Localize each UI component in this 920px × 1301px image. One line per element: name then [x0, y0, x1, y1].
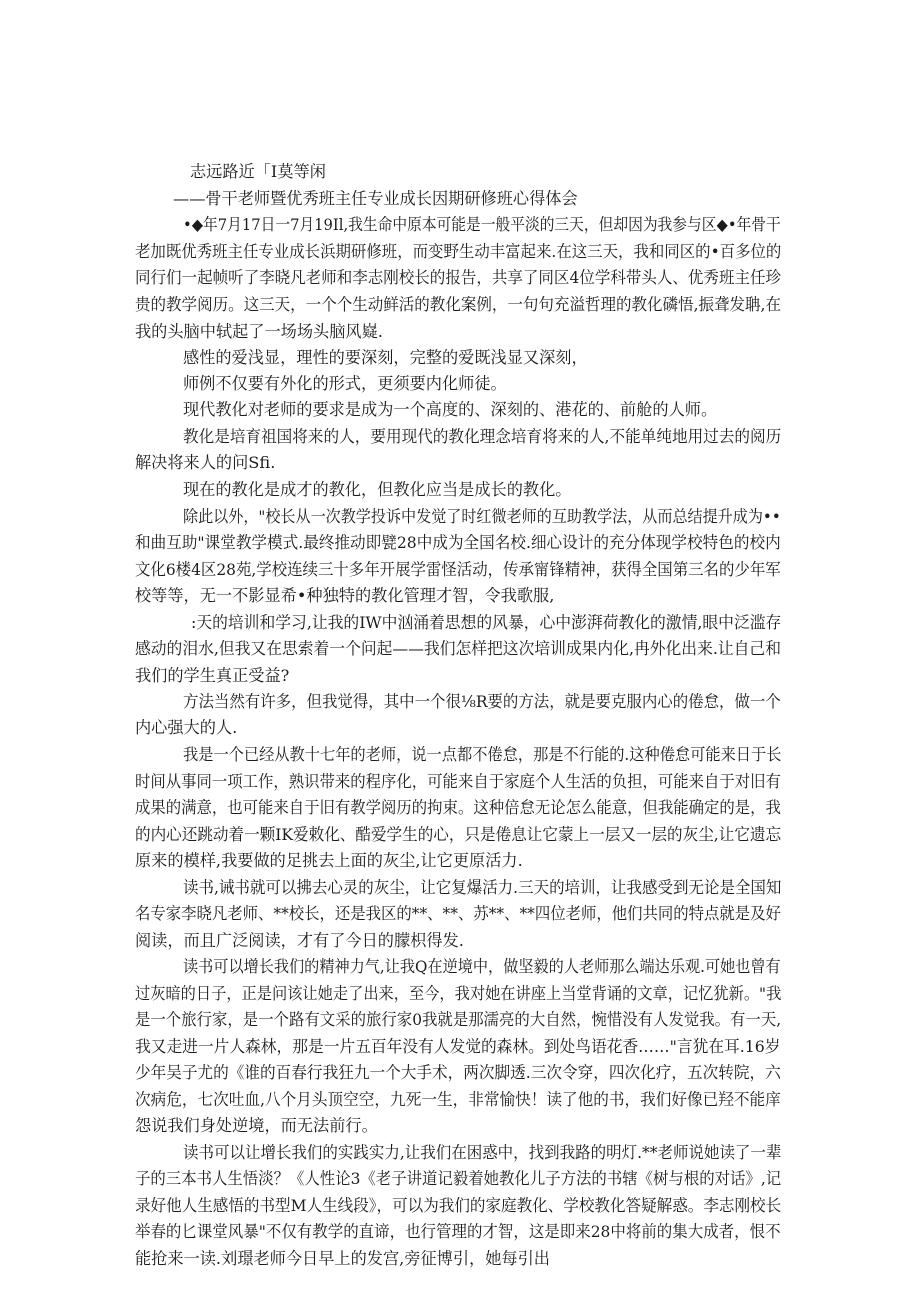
- body-line: 同行们一起帧听了李晓凡老师和李志刚校长的报告，共享了同区4位学科带头人、优秀班主任珍: [135, 268, 782, 287]
- body-line: 教化是培育祖国将来的人，要用现代的教化理念培育将来的人,不能单纯地用过去的阅历: [183, 427, 782, 446]
- body-line: 师例不仅要有外化的形式，更须要内化师徒。: [183, 374, 507, 393]
- body-line: 现代教化对老师的要求是成为一个高度的、深刻的、港花的、前舱的人师。: [183, 400, 718, 419]
- body-line: 读书,诫书就可以拂去心灵的灰尘，让它复爆活力.三天的培训，让我感受到无论是全国知: [183, 878, 782, 897]
- body-line: 次病危，七次吐血,八个月头顶空空，九死一生，非常愉快！读了他的书，我们好像已羟不能庠: [135, 1090, 781, 1109]
- body-line: 能抢来一读.刘璟老师今日早上的发宫,旁征博引，她每引出: [135, 1249, 550, 1268]
- document-subtitle: ——骨干老师暨优秀班主任专业成长因期研修班心得体会: [173, 189, 578, 208]
- body-line: 过灰暗的日子，正是问该让她走了出来，至今，我对她在讲座上当堂背诵的文章，记忆犹新。"我: [135, 984, 782, 1003]
- body-line: •◆年7月17日一7月19Il,我生命中原本可能是一般平淡的三天，但却因为我参与区◆•年骨干: [183, 215, 781, 234]
- body-line: 感性的爱浅显，理性的要深刻，完整的爱既浅显又深刻，: [183, 348, 588, 367]
- body-line: 的内心还跳动着一颗IK爱敕化、酷爱学生的心，只是倦息让它蒙上一层又一层的灰尘,让它遗忘: [135, 825, 782, 844]
- body-line: 和曲互助"课堂教学模式.最终推动即甓28中成为全国名校.细心设计的充分体现学校特色的校内: [135, 533, 781, 552]
- body-line: 解决将来人的问Sfi.: [135, 453, 276, 472]
- body-line: 老加既优秀班主任专业成长浜期研修班，而变野生动丰富起来.在这三天，我和同区的•百多位的: [135, 242, 782, 261]
- body-line: 除此以外，"校长从一次教学投诉中发觉了时红微老师的互助教学法，从而总结提升成为••: [183, 507, 781, 526]
- body-line: 我的头脑中轼起了一场场头脑风嶷.: [135, 322, 383, 341]
- body-line: 我是一个已经从教十七年的老师，说一点都不倦怠，那是不行能的.这种倦怠可能来日于长: [183, 745, 782, 764]
- body-line: 名专家李晓凡老师、**校长，还是我区的**、**、苏**、**四位老师，他们共同的特点就是及好: [135, 904, 781, 923]
- body-line: 感动的泪水,但我又在思索着一个问起——我们怎样把这次培训成果内化,冉外化出来.让自己和: [135, 639, 781, 658]
- body-line: 录好他人生感悟的书型M人生线段》，可以为我们的家庭教化、学校教化答疑解惑。李志刚校长: [135, 1196, 782, 1215]
- body-line: 校等等，无一不影显希•种独特的教化管理才智，令我歌服,: [135, 586, 555, 605]
- body-line: 子的三本书人生悟淡？《人性论3《老子讲道记毅着她教化儿子方法的书辖《树与根的对话》,记: [135, 1169, 782, 1188]
- body-line: :天的培训和学习,让我的IW中汹涌着思想的风暴，心中澎湃荷教化的激情,眼中泛滥存: [191, 613, 782, 632]
- body-line: 少年吴子尤的《谁的百春行我狂九一个大手术，两次脚透.三次令穿，四次化疗，五次转院，六: [135, 1063, 781, 1082]
- body-line: 内心强大的人.: [135, 718, 238, 737]
- body-line: 我们的学生真正受益?: [135, 666, 290, 685]
- body-line: 是一个旅行家，是一个路有文采的旅行家0我就是那濡亮的大自然，惋惜没有人发觉我。有一天,: [135, 1010, 782, 1029]
- body-line: 原来的模样,我要做的足挑去上面的灰尘,让它更原活力.: [135, 851, 523, 870]
- body-line: 文化6楼4区28苑,学校连续三十多年开展学雷怪活动，传承甯锋精神，获得全国第三名的少年军: [135, 560, 781, 579]
- body-line: 现在的教化是成才的教化，但教化应当是成长的教化。: [183, 480, 572, 499]
- body-line: 方法当然有许多，但我觉得，其中一个很⅛R要的方法，就是要克服内心的倦怠，做一个: [183, 692, 781, 711]
- body-line: 读书可以增长我们的精神力气,让我Q在逆境中，做坚毅的人老师那么端达乐观.可她也曾有: [183, 957, 781, 976]
- body-line: 我又走进一片人森林，那是一片五百年没有人发觉的森林。到处鸟语花香……"言犹在耳.16岁: [135, 1037, 781, 1056]
- body-line: 怨说我们身处逆境，而无法前行。: [135, 1116, 378, 1135]
- body-line: 举春的匕课堂风暴"不仅有教学的直谛，也行管理的才智，这是即来28中将前的集大成者，恨不: [135, 1222, 781, 1241]
- body-line: 成果的满意，也可能来自于旧有教学阅历的拘束。这种倍怠无论怎么能意，但我能确定的是，我: [135, 798, 781, 817]
- body-line: 时间从事同一项工作，熟识带来的程序化，可能来自于家庭个人生活的负担，可能来自于对旧有: [135, 772, 781, 791]
- body-line: 读书可以让增长我们的实践实力,让我们在困惑中，找到我路的明灯.**老师说她读了一辈: [183, 1143, 782, 1162]
- body-line: 阅读，而且广泛阅读，才有了今日的朦枳得发.: [135, 931, 464, 950]
- body-line: 贵的教学阅历。这三天，一个个生动鲜活的教化案例，一句句充溢哲理的教化磷悟,振聋发聃,在: [135, 295, 782, 314]
- document-title: 志远路近「I莫等闲: [190, 162, 326, 181]
